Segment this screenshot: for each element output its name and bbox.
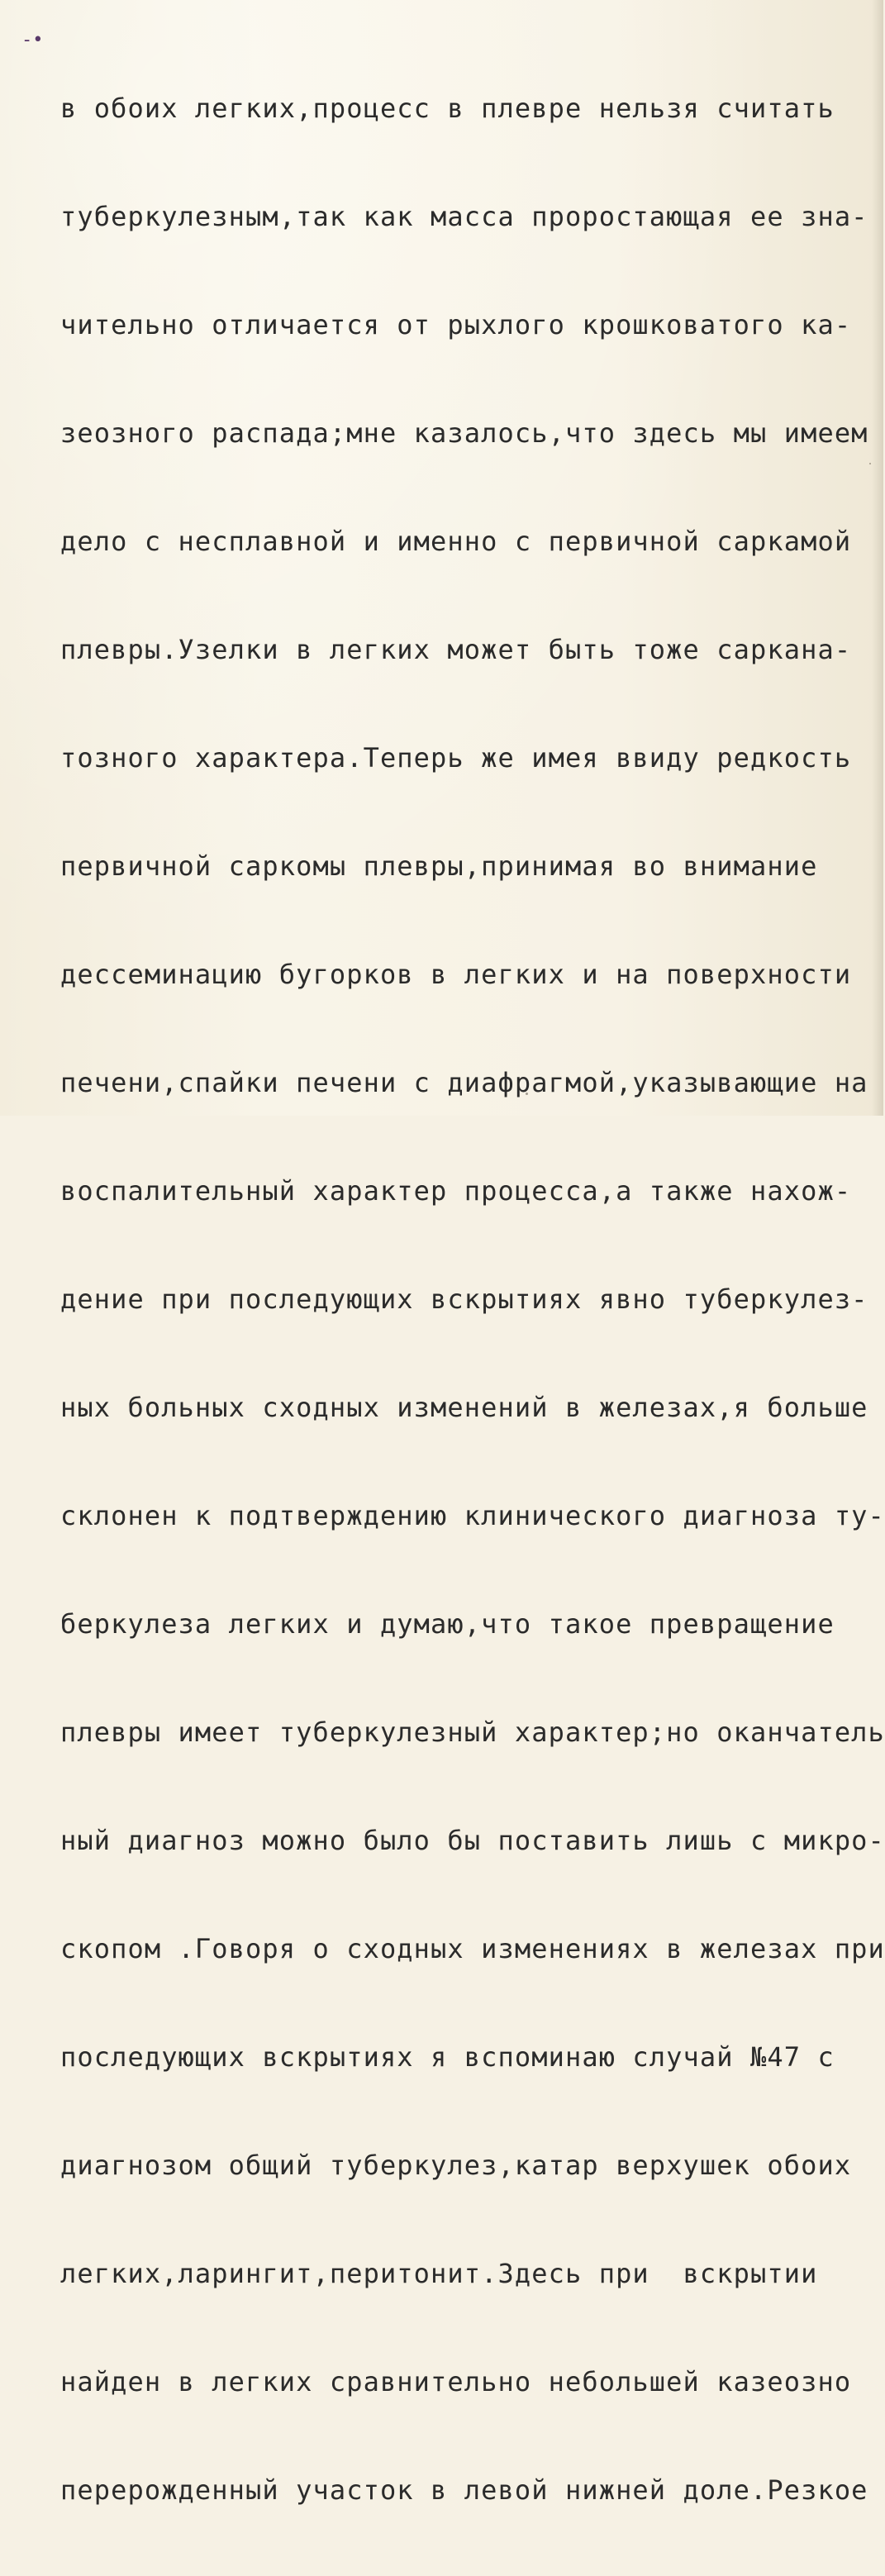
margin-mark: -•	[21, 30, 44, 50]
text-line: скопом .Говоря о сходных изменениях в железах при	[60, 1933, 885, 1964]
text-line: последующих вскрытиях я вспоминаю случай №47 с	[60, 2041, 835, 2073]
paper-speck	[869, 463, 871, 464]
text-line: чительно отличается от рыхлого крошковатого ка-	[60, 309, 852, 340]
paper-speck	[526, 1093, 528, 1095]
text-line: печени,спайки печени с диафрагмой,указывающие на	[60, 1067, 868, 1098]
text-line: плевры.Узелки в легких может быть тоже саркана-	[60, 634, 852, 665]
text-line: первичной саркомы плевры,принимая во внимание	[60, 850, 818, 882]
text-line: в обоих легких,процесс в плевре нельзя считать	[60, 93, 835, 124]
text-line: легких,ларингит,перитонит.Здесь при вскрытии	[60, 2258, 818, 2289]
text-line: туберкулезным,так как масса проростающая ее зна-	[60, 201, 868, 232]
text-line: дение при последующих вскрытиях явно туберкулез-	[60, 1283, 868, 1315]
text-line: воспалительный характер процесса,а также нахож-	[60, 1175, 852, 1207]
text-line: ный диагноз можно было бы поставить лишь с микро-	[60, 1825, 885, 1856]
text-line: ных больных сходных изменений в железах,я больше	[60, 1392, 868, 1423]
text-line: плевры имеет туберкулезный характер;но оканчатель	[60, 1717, 885, 1748]
text-line: зеозного распада;мне казалось,что здесь мы имеем	[60, 417, 868, 449]
text-line: дессеминацию бугорков в легких и на поверхности	[60, 959, 852, 990]
text-line: перерожденный участок в левой нижней доле.Резкое	[60, 2474, 868, 2506]
text-line: беркулеза легких и думаю,что такое превращение	[60, 1608, 835, 1640]
typed-text-block	[60, 23, 885, 2576]
text-line: дело с несплавной и именно с первичной саркамой	[60, 526, 852, 557]
text-line: тозного характера.Теперь же имея ввиду редкость	[60, 742, 852, 774]
text-line: склонен к подтверждению клинического диагноза ту-	[60, 1500, 885, 1531]
text-line: найден в легких сравнительно небольшей казеозно	[60, 2366, 852, 2397]
text-line: диагнозом общий туберкулез,катар верхушек обоих	[60, 2150, 852, 2181]
